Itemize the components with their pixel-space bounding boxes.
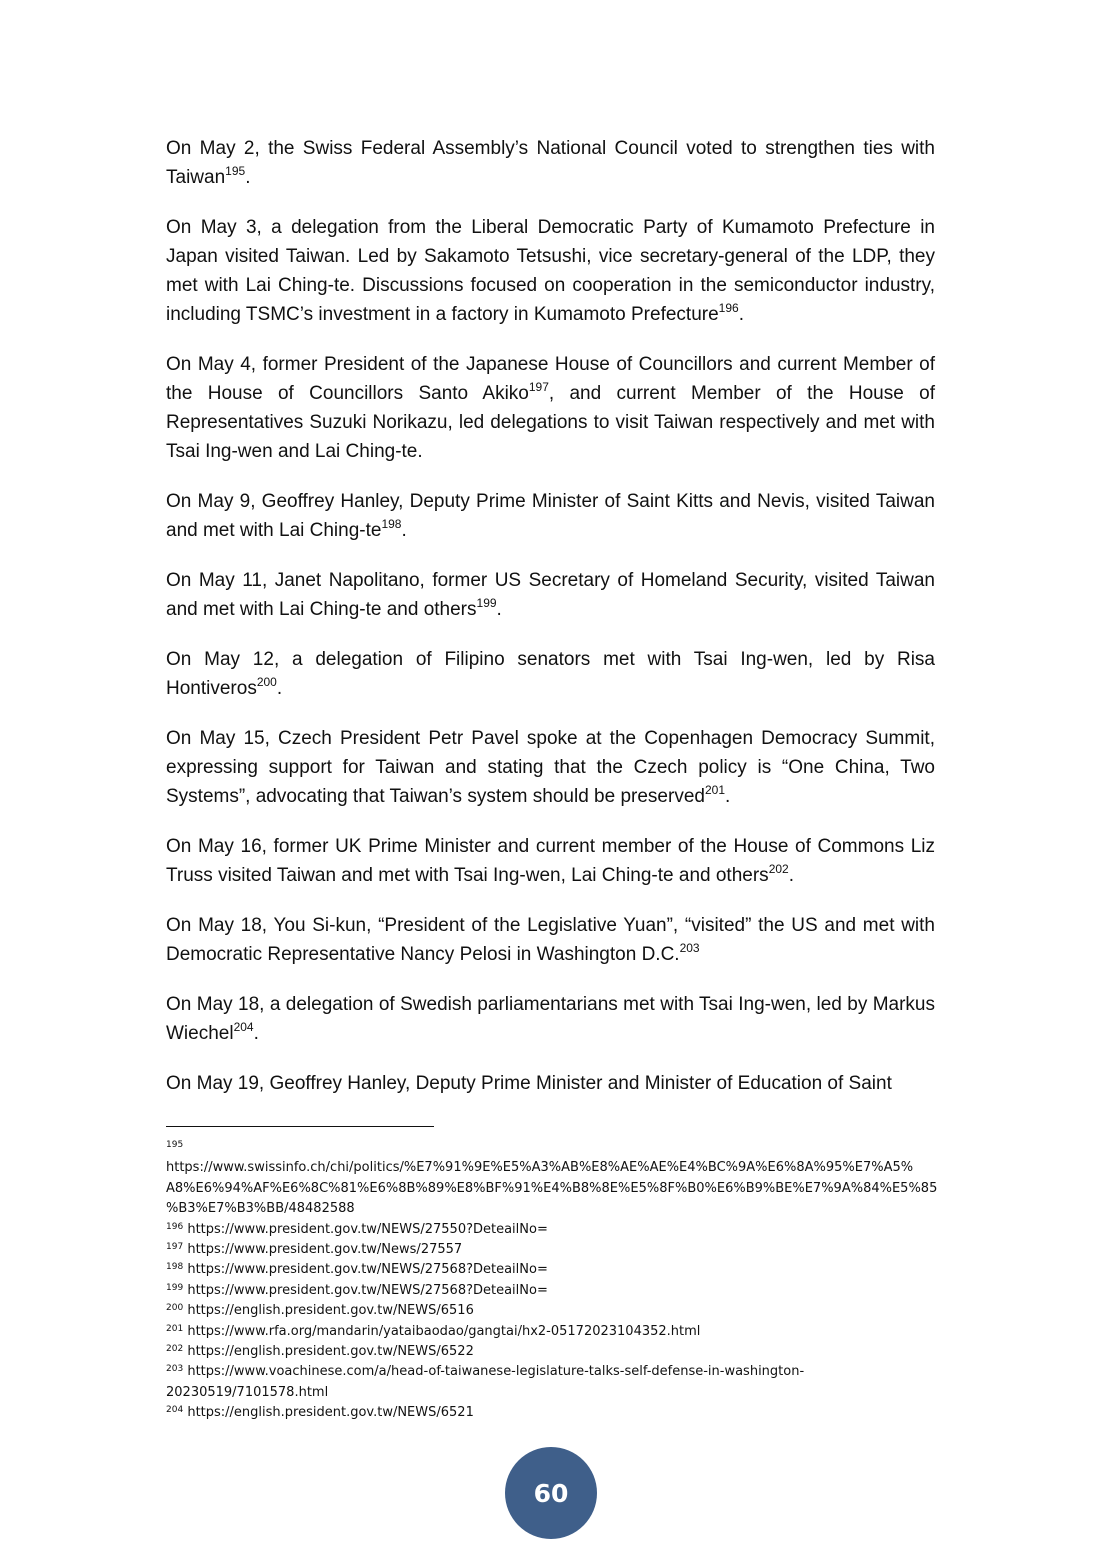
footnote-link[interactable]: https://www.swissinfo.ch/chi/politics/%E7%91%9E%E5%A3%AB%E8%AE%AE%E4%BC%9A%E6%8A%95%E7%A5% (166, 1160, 914, 1176)
footnote-link[interactable]: https://english.president.gov.tw/NEWS/6516 (187, 1303, 474, 1319)
footnote-number: 203 (166, 1364, 184, 1375)
footnote-195 (166, 1138, 941, 1220)
paragraph-may-19: On May 19, Geoffrey Hanley, Deputy Prime Minister and Minister of Education of Saint (166, 1073, 892, 1094)
footnote-ref-199[interactable]: 199 (476, 595, 497, 610)
footnotes (166, 1126, 941, 1424)
footnote-199 (166, 1281, 941, 1301)
footnote-link[interactable]: https://english.president.gov.tw/NEWS/6521 (187, 1405, 474, 1421)
page-number-badge (505, 1447, 597, 1539)
footnote-link[interactable]: %B3%E7%B3%BB/48482588 (166, 1201, 355, 1217)
paragraph-may-18-you-si-kun: On May 18, You Si-kun, “President of the Legislative Yuan”, “visited” the US and met with Democratic Representative Nancy Pelosi in Washington D.C.$^{203}$ (166, 915, 935, 965)
footnote-number: 196 (166, 1221, 184, 1232)
footnote-link[interactable]: A8%E6%94%AF%E6%8C%81%E6%8B%89%E8%BF%91%E4%B8%8E%E5%8F%B0%E6%B9%BE%E7%9A%84%E5%85 (166, 1180, 938, 1196)
footnote-ref-202[interactable]: 202 (768, 861, 789, 876)
page-number: 60 (533, 1478, 569, 1508)
paragraph-may-11: On May 11, Janet Napolitano, former US Secretary of Homeland Security, visited Taiwan and met with Lai Ching-te and others$^{199}$. (166, 570, 935, 620)
footnote-link[interactable]: https://www.rfa.org/mandarin/yataibaodao/gangtai/hx2-05172023104352.html (187, 1323, 701, 1339)
footnote-number: 195 (166, 1140, 184, 1150)
footnote-number: 198 (166, 1262, 184, 1273)
footnote-201 (166, 1322, 941, 1342)
body-text (166, 134, 935, 1119)
footnote-link[interactable]: https://www.president.gov.tw/News/27557 (187, 1242, 463, 1258)
footnote-separator (166, 1126, 434, 1127)
footnote-ref-203[interactable]: 203 (679, 940, 700, 955)
footnote-ref-197[interactable]: 197 (528, 379, 549, 394)
footnote-ref-198[interactable]: 198 (381, 516, 402, 531)
footnote-200 (166, 1301, 941, 1321)
footnote-number: 199 (166, 1282, 184, 1293)
footnote-link[interactable]: https://english.president.gov.tw/NEWS/6522 (187, 1344, 474, 1360)
footnote-number: 201 (166, 1323, 184, 1334)
footnote-link[interactable]: https://www.president.gov.tw/NEWS/27568?DeteailNo= (187, 1282, 548, 1298)
paragraph-may-4: On May 4, former President of the Japanese House of Councillors and current Member of the House of Councillors Santo Akiko$^{197}$, and current Member of the House of Representatives Suzuki Norikazu, led delegations to visit Taiwan respectively and met with Tsai Ing-wen and Lai Ching-te. (166, 354, 935, 462)
footnote-number: 204 (166, 1405, 184, 1416)
footnote-link[interactable]: 20230519/7101578.html (166, 1384, 329, 1400)
paragraph-may-16: On May 16, former UK Prime Minister and current member of the House of Commons Liz Truss visited Taiwan and met with Tsai Ing-wen, Lai Ching-te and others$^{202}$. (166, 836, 935, 886)
footnote-link[interactable]: https://www.president.gov.tw/NEWS/27568?DeteailNo= (187, 1262, 548, 1278)
paragraph-may-18-swedish: On May 18, a delegation of Swedish parliamentarians met with Tsai Ing-wen, led by Markus Wiechel$^{204}$. (166, 994, 935, 1044)
paragraph-may-9: On May 9, Geoffrey Hanley, Deputy Prime Minister of Saint Kitts and Nevis, visited Taiwan and met with Lai Ching-$te^{198}$. (166, 491, 935, 541)
paragraph-may-12: On May 12, a delegation of Filipino senators met with Tsai Ing-wen, led by Risa Hontiveros$^{200}$. (166, 649, 935, 699)
footnote-196 (166, 1220, 941, 1240)
footnote-204 (166, 1403, 941, 1423)
footnote-number: 197 (166, 1242, 184, 1253)
footnote-198 (166, 1260, 941, 1280)
footnote-ref-200[interactable]: 200 (256, 674, 277, 689)
footnote-ref-196[interactable]: 196 (718, 300, 739, 315)
footnote-ref-201[interactable]: 201 (704, 782, 725, 797)
footnote-ref-195[interactable]: 195 (225, 163, 246, 178)
paragraph-may-15: On May 15, Czech President Petr Pavel spoke at the Copenhagen Democracy Summit, expressing support for Taiwan and stating that the Czech policy is “One China, Two Systems”, advocating that Taiwan’s system should be preserved$^{201}$. (166, 728, 935, 807)
paragraph-may-2: On May 2, the Swiss Federal Assembly’s National Council voted to strengthen ties with Taiwan$^{195}$. (166, 138, 935, 188)
footnote-link[interactable]: https://www.president.gov.tw/NEWS/27550?DeteailNo= (187, 1221, 548, 1237)
footnote-number: 202 (166, 1344, 184, 1355)
paragraph-may-3: On May 3, a delegation from the Liberal Democratic Party of Kumamoto Prefecture in Japan visited Taiwan. Led by Sakamoto Tetsushi, vice secretary-general of the LDP, they met with Lai Ching-te. Discussions focused on cooperation in the semiconductor industry, including TSMC’s investment in a factory in Kumamoto Prefecture$^{196}$. (166, 217, 935, 325)
footnote-ref-204[interactable]: 204 (233, 1019, 254, 1034)
footnote-number: 200 (166, 1303, 184, 1314)
footnote-197 (166, 1240, 941, 1260)
footnote-203 (166, 1362, 941, 1403)
footnote-202 (166, 1342, 941, 1362)
footnote-link[interactable]: https://www.voachinese.com/a/head-of-taiwanese-legislature-talks-self-defense-in-washington- (187, 1364, 805, 1380)
